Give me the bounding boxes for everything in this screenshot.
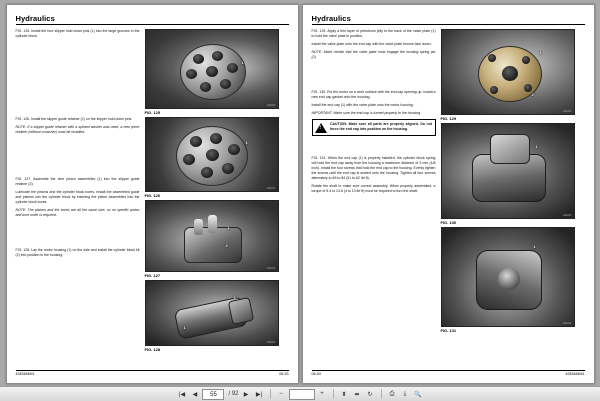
text-block-fig126 xyxy=(16,117,140,135)
text-block-fig129 xyxy=(312,29,436,60)
paragraph: Install the end cap (1) with the valve plate onto the motor housing. xyxy=(311,103,414,107)
figure-watermark: AGCO xyxy=(267,267,276,270)
figure-image-125 xyxy=(145,29,279,109)
footer-doc-number: 4283484M1 xyxy=(15,372,35,376)
last-page-button[interactable]: ▶| xyxy=(255,391,263,398)
fit-width-icon[interactable]: ⬌ xyxy=(354,391,360,398)
figure-image-131 xyxy=(441,227,575,327)
previous-page-button[interactable]: ◀ xyxy=(192,391,198,398)
paragraph: FIG. 126. Install the slipper guide retainer (1) on the slipper hold down pins. xyxy=(15,117,133,121)
figure-image-126 xyxy=(145,117,279,192)
text-block-fig130 xyxy=(312,90,436,136)
paragraph-note: NOTE: The pistons and the bores are all the same size, so no specific piston and bore order is required. xyxy=(15,208,140,217)
caution-body: Make sure all parts are properly aligned. Do not force the end cap into position on the housing. xyxy=(330,122,432,131)
paragraph: FIG. 127. Assemble the nine piston assemblies (1) into the slipper guide retainer (2). xyxy=(15,177,140,186)
zoom-level-input[interactable] xyxy=(289,389,315,400)
page-header-title: Hydraulics xyxy=(311,14,351,23)
figure-column-right xyxy=(441,29,575,359)
page-footer-right xyxy=(312,370,585,379)
page-total-label: / 92 xyxy=(228,391,239,397)
rotate-icon[interactable]: ↻ xyxy=(367,391,373,398)
toolbar-divider xyxy=(333,389,334,399)
download-icon[interactable]: ⤓ xyxy=(403,390,407,397)
paragraph: FIG. 129. Apply a thin layer of petroleum jelly to the back of the valve plate (1) to hold the valve plate in position. xyxy=(311,29,436,38)
paragraph: FIG. 128. Lay the motor housing (1) on the side and install the cylinder block kit (2) into position in the housing. xyxy=(15,248,140,257)
zoom-in-button[interactable]: + xyxy=(320,391,324,397)
paragraph: Rotate the shaft to make sure correct assembly. When properly assembled, a torque of 5.4 to 13.6 (4 to 10 lbf ft) must be required to turn the shaft. xyxy=(311,184,436,193)
figure-image-130 xyxy=(441,123,575,219)
figure-watermark: AGCO xyxy=(267,187,276,190)
toolbar-divider xyxy=(381,389,382,399)
figure-image-127 xyxy=(145,200,279,272)
document-page-left xyxy=(6,4,299,384)
figure-label: FIG. 125 xyxy=(144,110,161,115)
next-page-button[interactable]: ▶ xyxy=(243,391,249,398)
figure-watermark: AGCO xyxy=(267,341,276,344)
zoom-out-button[interactable]: − xyxy=(279,391,283,397)
caution-title: CAUTION: xyxy=(330,122,348,126)
figure-callout: 1 xyxy=(533,244,536,249)
text-block-fig128 xyxy=(16,248,140,258)
text-block-fig131 xyxy=(312,156,436,194)
footer-page-number: 06-53 xyxy=(279,372,289,376)
paragraph-important: IMPORTANT: Make sure the end cap is turned properly to the housing. xyxy=(311,111,422,115)
footer-page-number: 06-54 xyxy=(311,372,321,376)
page-header-right xyxy=(312,12,585,25)
text-column-left xyxy=(16,29,140,359)
figure-watermark: AGCO xyxy=(563,322,572,325)
figure-callout: 1 xyxy=(245,140,248,145)
figure-image-128 xyxy=(145,280,279,346)
figure-callout: 2 xyxy=(225,243,228,248)
figure-watermark: AGCO xyxy=(563,214,572,217)
page-header-left xyxy=(16,12,289,25)
fit-page-icon[interactable]: ⬍ xyxy=(341,391,347,398)
figure-label: FIG. 130 xyxy=(440,220,457,225)
text-column-right xyxy=(312,29,436,359)
text-block-fig125 xyxy=(16,29,140,39)
figure-callout: 1 xyxy=(539,50,542,55)
paragraph: FIG. 130. Put the motor on a work surface with the end cap opening up. Install a new end cap gasket onto the housing. xyxy=(311,90,436,99)
figure-label: FIG. 127 xyxy=(144,273,161,278)
caution-text xyxy=(330,122,432,132)
toolbar-divider xyxy=(270,389,271,399)
figure-callout: 1 xyxy=(535,144,538,149)
search-icon[interactable]: 🔍 xyxy=(414,391,422,398)
figure-callout: 1 xyxy=(227,225,230,230)
figure-callout: 2 xyxy=(531,92,534,97)
paragraph-note: NOTE: Make certain that the valve plate must engage the locating spring pin (2). xyxy=(311,50,436,59)
figure-watermark: AGCO xyxy=(267,104,276,107)
figure-watermark: AGCO xyxy=(563,110,572,113)
caution-box xyxy=(312,119,436,136)
first-page-button[interactable]: |◀ xyxy=(178,391,186,398)
warning-triangle-icon xyxy=(315,123,327,133)
paragraph: Lubricate the pistons and the cylinder block bores. Install the assembled guide and pistons into the cylinder block by inserting the piston assemblies into the cylinder block bores. xyxy=(15,190,140,204)
paragraph-note: NOTE: If a slipper guide retainer with a splined washer was used, a new piece retainer (without a washer) must be installed. xyxy=(15,125,140,134)
figure-callout: 2 xyxy=(233,295,236,300)
paragraph: FIG. 125. Install the four slipper hold down pins (1) into the large grooves in the cylinder block. xyxy=(15,29,140,38)
paragraph: FIG. 131. When the end cap (1) is properly installed, the cylinder block spring will hold the end cap away from the housing a maximum distance of 3 mm (1/8 inch). Install the four screws that hold the end cap to the housing. Evenly tighten the screws until the end cap is seated onto the housing. Tighten all four screws alternately to 69 to 84 (51 to 62 lbf ft). xyxy=(311,156,436,180)
viewer-toolbar[interactable] xyxy=(0,386,600,401)
figure-image-129 xyxy=(441,29,575,115)
document-page-right xyxy=(302,4,595,384)
page-number-input[interactable]: 55 xyxy=(202,389,224,400)
figure-label: FIG. 128 xyxy=(144,347,161,352)
figure-label: FIG. 126 xyxy=(144,193,161,198)
figure-column-left xyxy=(145,29,279,359)
print-icon[interactable]: ⎙ xyxy=(389,390,395,397)
paragraph: Install the valve plate onto the end cap with the valve plate bronze face down. xyxy=(311,42,432,46)
figure-label: FIG. 129 xyxy=(440,116,457,121)
footer-doc-number: 4283484M1 xyxy=(565,372,585,376)
page-header-title: Hydraulics xyxy=(15,14,55,23)
figure-callout: 1 xyxy=(241,60,244,65)
figure-callout: 1 xyxy=(183,325,186,330)
page-footer-left xyxy=(16,370,289,379)
text-block-fig127 xyxy=(16,177,140,218)
figure-label: FIG. 131 xyxy=(440,328,457,333)
